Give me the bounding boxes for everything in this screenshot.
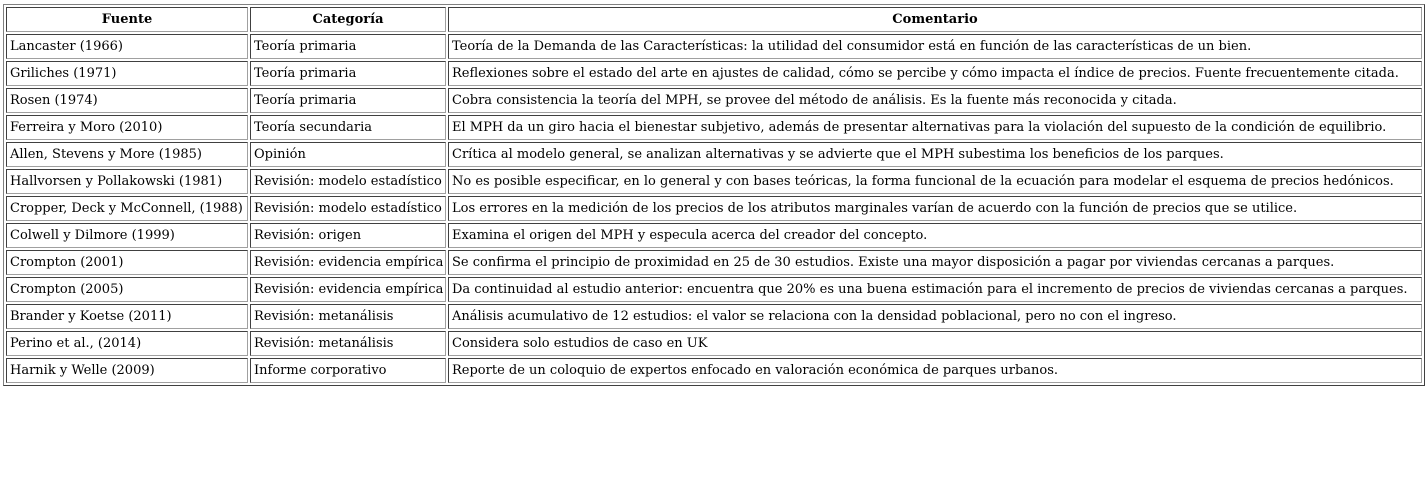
cell-fuente: Rosen (1974): [6, 88, 248, 113]
cell-categoria: Revisión: origen: [250, 223, 446, 248]
table-row: [6, 61, 1422, 86]
cell-fuente: Crompton (2005): [6, 277, 248, 302]
cell-comentario: Los errores en la medición de los precios de los atributos marginales varían de acuerdo con la función de precios que se utilice.: [448, 196, 1422, 221]
cell-categoria: Revisión: modelo estadístico: [250, 196, 446, 221]
cell-comentario: Da continuidad al estudio anterior: encuentra que 20% es una buena estimación para el incremento de precios de viviendas cercanas a parques.: [448, 277, 1422, 302]
cell-comentario: Análisis acumulativo de 12 estudios: el valor se relaciona con la densidad poblacional, pero no con el ingreso.: [448, 304, 1422, 329]
cell-categoria: Teoría primaria: [250, 88, 446, 113]
cell-categoria: Revisión: evidencia empírica: [250, 277, 446, 302]
cell-categoria: Revisión: modelo estadístico: [250, 169, 446, 194]
cell-fuente: Harnik y Welle (2009): [6, 358, 248, 383]
cell-categoria: Revisión: metanálisis: [250, 331, 446, 356]
cell-comentario: No es posible especificar, en lo general y con bases teóricas, la forma funcional de la ecuación para modelar el esquema de precios hedónicos.: [448, 169, 1422, 194]
table-header-row: [6, 7, 1422, 32]
cell-fuente: Hallvorsen y Pollakowski (1981): [6, 169, 248, 194]
cell-comentario: Reporte de un coloquio de expertos enfocado en valoración económica de parques urbanos.: [448, 358, 1422, 383]
header-categoria: Categoría: [250, 7, 446, 32]
cell-categoria: Teoría secundaria: [250, 115, 446, 140]
cell-categoria: Opinión: [250, 142, 446, 167]
table-row: [6, 169, 1422, 194]
table-row: [6, 34, 1422, 59]
cell-categoria: Teoría primaria: [250, 34, 446, 59]
table-row: [6, 358, 1422, 383]
literature-table-container: [3, 4, 1425, 386]
table-row: [6, 304, 1422, 329]
cell-fuente: Colwell y Dilmore (1999): [6, 223, 248, 248]
cell-comentario: Reflexiones sobre el estado del arte en ajustes de calidad, cómo se percibe y cómo impacta el índice de precios. Fuente frecuentemente citada.: [448, 61, 1422, 86]
cell-categoria: Teoría primaria: [250, 61, 446, 86]
cell-comentario: Teoría de la Demanda de las Características: la utilidad del consumidor está en función de las características de un bien.: [448, 34, 1422, 59]
table-row: [6, 115, 1422, 140]
cell-comentario: Crítica al modelo general, se analizan alternativas y se advierte que el MPH subestima los beneficios de los parques.: [448, 142, 1422, 167]
cell-categoria: Revisión: metanálisis: [250, 304, 446, 329]
cell-categoria: Informe corporativo: [250, 358, 446, 383]
cell-fuente: Cropper, Deck y McConnell, (1988): [6, 196, 248, 221]
literature-table: [3, 4, 1425, 386]
cell-comentario: El MPH da un giro hacia el bienestar subjetivo, además de presentar alternativas para la violación del supuesto de la condición de equilibrio.: [448, 115, 1422, 140]
header-comentario: Comentario: [448, 7, 1422, 32]
cell-categoria: Revisión: evidencia empírica: [250, 250, 446, 275]
cell-comentario: Examina el origen del MPH y especula acerca del creador del concepto.: [448, 223, 1422, 248]
table-row: [6, 88, 1422, 113]
table-row: [6, 331, 1422, 356]
cell-fuente: Lancaster (1966): [6, 34, 248, 59]
table-row: [6, 142, 1422, 167]
cell-comentario: Considera solo estudios de caso en UK: [448, 331, 1422, 356]
cell-fuente: Allen, Stevens y More (1985): [6, 142, 248, 167]
cell-comentario: Se confirma el principio de proximidad en 25 de 30 estudios. Existe una mayor disposición a pagar por viviendas cercanas a parques.: [448, 250, 1422, 275]
table-row: [6, 250, 1422, 275]
cell-comentario: Cobra consistencia la teoría del MPH, se provee del método de análisis. Es la fuente más reconocida y citada.: [448, 88, 1422, 113]
table-row: [6, 223, 1422, 248]
header-fuente: Fuente: [6, 7, 248, 32]
cell-fuente: Brander y Koetse (2011): [6, 304, 248, 329]
cell-fuente: Ferreira y Moro (2010): [6, 115, 248, 140]
table-row: [6, 196, 1422, 221]
cell-fuente: Perino et al., (2014): [6, 331, 248, 356]
cell-fuente: Griliches (1971): [6, 61, 248, 86]
cell-fuente: Crompton (2001): [6, 250, 248, 275]
table-row: [6, 277, 1422, 302]
